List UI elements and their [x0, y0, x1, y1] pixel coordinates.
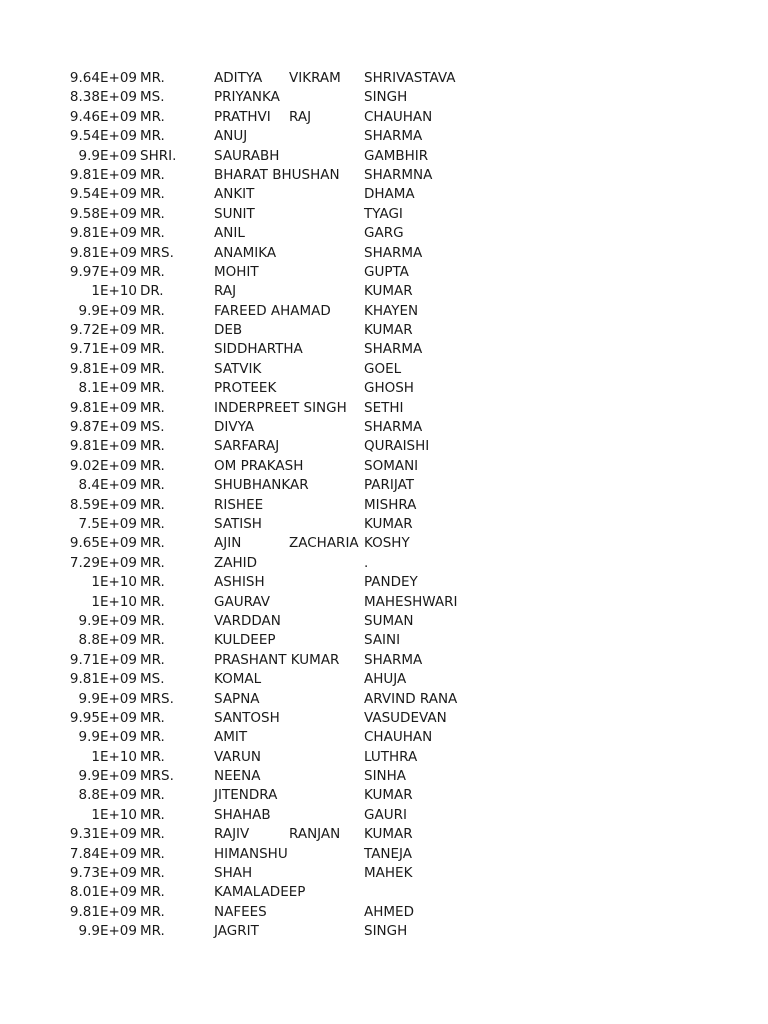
first-name-cell: JITENDRA: [214, 787, 278, 804]
last-name-cell: SHRIVASTAVA: [364, 70, 456, 86]
first-name-cell: NAFEES: [214, 903, 267, 920]
title-cell: MR.: [140, 108, 165, 125]
table-row: [0, 379, 768, 398]
title-cell: MR.: [140, 787, 165, 804]
table-row: [0, 147, 768, 166]
first-name-cell: RAJ: [214, 283, 237, 300]
last-name-cell: GAURI: [364, 806, 407, 823]
last-name-cell: SINHA: [364, 768, 407, 785]
last-name-cell: SHARMA: [364, 128, 423, 145]
table-row: [0, 166, 768, 185]
table-row: [0, 593, 768, 612]
first-name-cell: SIDDHARTHA: [214, 341, 303, 358]
contact-table: [0, 69, 768, 942]
first-name-cell: PROTEEK: [214, 380, 277, 397]
last-name-cell: ARVIND RANA: [364, 690, 458, 707]
last-name-cell: SUMAN: [364, 612, 414, 629]
table-row: [0, 709, 768, 728]
first-name-cell: SARFARAJ: [214, 438, 280, 455]
table-row: [0, 360, 768, 379]
first-name-cell: SAURABH: [214, 147, 280, 164]
title-cell: MR.: [140, 729, 165, 746]
last-name-cell: SINGH: [364, 89, 408, 106]
first-name-cell: SHAH: [214, 865, 253, 882]
title-cell: MR.: [140, 438, 165, 455]
table-row: [0, 651, 768, 670]
phone-number-cell: 9.81E+09: [69, 399, 137, 416]
table-row: [0, 399, 768, 418]
title-cell: MR.: [140, 205, 165, 222]
table-row: [0, 263, 768, 282]
phone-number-cell: 8.38E+09: [69, 89, 137, 106]
last-name-cell: QURAISHI: [364, 438, 430, 455]
phone-number-cell: 1E+10: [91, 593, 137, 610]
table-row: [0, 903, 768, 922]
phone-number-cell: 9.9E+09: [78, 690, 137, 707]
last-name-cell: KUMAR: [364, 322, 413, 339]
table-row: [0, 69, 768, 88]
phone-number-cell: 9.81E+09: [69, 360, 137, 377]
title-cell: MR.: [140, 865, 165, 882]
title-cell: MR.: [140, 748, 165, 765]
phone-number-cell: 9.64E+09: [69, 70, 137, 86]
first-name-cell: ANKIT: [214, 186, 255, 203]
first-name-cell: INDERPREET SINGH: [214, 399, 347, 416]
first-name-cell: SHUBHANKAR: [214, 477, 309, 494]
first-name-cell: KAMALADEEP: [214, 884, 306, 901]
table-row: [0, 690, 768, 709]
table-row: [0, 767, 768, 786]
title-cell: MR.: [140, 322, 165, 339]
last-name-cell: GARG: [364, 225, 404, 242]
title-cell: MRS.: [140, 690, 174, 707]
title-cell: MR.: [140, 884, 165, 901]
table-row: [0, 476, 768, 495]
first-name-cell: OM PRAKASH: [214, 457, 304, 474]
table-row: [0, 806, 768, 825]
last-name-cell: .: [364, 554, 369, 571]
table-row: [0, 554, 768, 573]
phone-number-cell: 1E+10: [91, 283, 137, 300]
last-name-cell: PARIJAT: [364, 477, 415, 494]
table-row: [0, 883, 768, 902]
title-cell: MR.: [140, 845, 165, 862]
phone-number-cell: 9.58E+09: [69, 205, 137, 222]
last-name-cell: TANEJA: [364, 845, 413, 862]
phone-number-cell: 8.1E+09: [78, 380, 137, 397]
last-name-cell: PANDEY: [364, 574, 418, 591]
phone-number-cell: 9.02E+09: [69, 457, 137, 474]
table-row: [0, 108, 768, 127]
first-name-cell: AMIT: [214, 729, 248, 746]
last-name-cell: SHARMA: [364, 419, 423, 436]
first-name-cell: ZAHID: [214, 554, 258, 571]
phone-number-cell: 9.81E+09: [69, 225, 137, 242]
phone-number-cell: 9.81E+09: [69, 438, 137, 455]
phone-number-cell: 7.84E+09: [69, 845, 137, 862]
last-name-cell: MAHEK: [364, 865, 413, 882]
table-row: [0, 244, 768, 263]
first-name-cell: ANIL: [214, 225, 245, 242]
phone-number-cell: 9.81E+09: [69, 903, 137, 920]
first-name-cell: SATVIK: [214, 360, 262, 377]
table-row: [0, 418, 768, 437]
table-row: [0, 786, 768, 805]
first-name-cell: ADITYA: [214, 70, 263, 86]
phone-number-cell: 1E+10: [91, 806, 137, 823]
phone-number-cell: 8.59E+09: [69, 496, 137, 513]
phone-number-cell: 9.54E+09: [69, 128, 137, 145]
last-name-cell: SOMANI: [364, 457, 419, 474]
first-name-cell: VARDDAN: [214, 612, 281, 629]
first-name-cell: FAREED AHAMAD: [214, 302, 331, 319]
last-name-cell: LUTHRA: [364, 748, 418, 765]
phone-number-cell: 8.01E+09: [69, 884, 137, 901]
first-name-cell: NEENA: [214, 768, 261, 785]
phone-number-cell: 9.31E+09: [69, 826, 137, 843]
phone-number-cell: 9.87E+09: [69, 419, 137, 436]
title-cell: MR.: [140, 360, 165, 377]
last-name-cell: KOSHY: [364, 535, 410, 552]
phone-number-cell: 9.97E+09: [69, 263, 137, 280]
last-name-cell: SETHI: [364, 399, 404, 416]
phone-number-cell: 7.5E+09: [78, 515, 137, 532]
title-cell: MS.: [140, 419, 165, 436]
last-name-cell: TYAGI: [364, 205, 403, 222]
first-name-cell: ANAMIKA: [214, 244, 277, 261]
title-cell: MR.: [140, 709, 165, 726]
middle-name-cell: ZACHARIA: [289, 535, 359, 552]
table-row: [0, 321, 768, 340]
title-cell: MR.: [140, 399, 165, 416]
phone-number-cell: 9.54E+09: [69, 186, 137, 203]
title-cell: MR.: [140, 903, 165, 920]
title-cell: DR.: [140, 283, 164, 300]
table-row: [0, 224, 768, 243]
title-cell: MR.: [140, 263, 165, 280]
first-name-cell: SANTOSH: [214, 709, 280, 726]
title-cell: MR.: [140, 651, 165, 668]
first-name-cell: RAJIV: [214, 826, 250, 843]
first-name-cell: SHAHAB: [214, 806, 271, 823]
last-name-cell: KUMAR: [364, 283, 413, 300]
phone-number-cell: 8.8E+09: [78, 632, 137, 649]
title-cell: MR.: [140, 554, 165, 571]
phone-number-cell: 9.9E+09: [78, 147, 137, 164]
title-cell: MR.: [140, 806, 165, 823]
first-name-cell: SUNIT: [214, 205, 255, 222]
last-name-cell: AHUJA: [364, 671, 407, 688]
phone-number-cell: 9.46E+09: [69, 108, 137, 125]
phone-number-cell: 8.4E+09: [78, 477, 137, 494]
phone-number-cell: 1E+10: [91, 748, 137, 765]
phone-number-cell: 9.81E+09: [69, 166, 137, 183]
phone-number-cell: 9.71E+09: [69, 341, 137, 358]
last-name-cell: CHAUHAN: [364, 108, 433, 125]
first-name-cell: BHARAT BHUSHAN: [214, 166, 340, 183]
title-cell: MR.: [140, 225, 165, 242]
table-row: [0, 88, 768, 107]
phone-number-cell: 7.29E+09: [69, 554, 137, 571]
table-row: [0, 282, 768, 301]
last-name-cell: MAHESHWARI: [364, 593, 458, 610]
title-cell: MRS.: [140, 768, 174, 785]
first-name-cell: VARUN: [214, 748, 261, 765]
phone-number-cell: 9.81E+09: [69, 244, 137, 261]
title-cell: MR.: [140, 923, 165, 940]
phone-number-cell: 9.9E+09: [78, 302, 137, 319]
title-cell: MR.: [140, 496, 165, 513]
first-name-cell: PRATHVI: [214, 108, 271, 125]
phone-number-cell: 9.65E+09: [69, 535, 137, 552]
table-row: [0, 748, 768, 767]
title-cell: MR.: [140, 457, 165, 474]
phone-number-cell: 9.9E+09: [78, 729, 137, 746]
title-cell: MR.: [140, 380, 165, 397]
title-cell: MS.: [140, 671, 165, 688]
table-row: [0, 864, 768, 883]
first-name-cell: HIMANSHU: [214, 845, 288, 862]
first-name-cell: SATISH: [214, 515, 262, 532]
last-name-cell: SINGH: [364, 923, 408, 940]
phone-number-cell: 9.72E+09: [69, 322, 137, 339]
last-name-cell: MISHRA: [364, 496, 417, 513]
table-row: [0, 340, 768, 359]
title-cell: MR.: [140, 535, 165, 552]
table-row: [0, 534, 768, 553]
title-cell: MR.: [140, 632, 165, 649]
table-row: [0, 302, 768, 321]
phone-number-cell: 9.9E+09: [78, 768, 137, 785]
last-name-cell: SHARMA: [364, 341, 423, 358]
phone-number-cell: 8.8E+09: [78, 787, 137, 804]
last-name-cell: KUMAR: [364, 515, 413, 532]
middle-name-cell: RAJ: [289, 108, 312, 125]
first-name-cell: KOMAL: [214, 671, 262, 688]
table-row: [0, 515, 768, 534]
last-name-cell: SHARMA: [364, 651, 423, 668]
last-name-cell: GHOSH: [364, 380, 414, 397]
first-name-cell: SAPNA: [214, 690, 260, 707]
first-name-cell: DEB: [214, 322, 243, 339]
phone-number-cell: 9.9E+09: [78, 923, 137, 940]
phone-number-cell: 9.9E+09: [78, 612, 137, 629]
table-row: [0, 825, 768, 844]
table-row: [0, 437, 768, 456]
title-cell: MR.: [140, 826, 165, 843]
table-row: [0, 845, 768, 864]
last-name-cell: VASUDEVAN: [364, 709, 447, 726]
table-row: [0, 205, 768, 224]
table-row: [0, 127, 768, 146]
table-row: [0, 728, 768, 747]
phone-number-cell: 1E+10: [91, 574, 137, 591]
first-name-cell: ANUJ: [214, 128, 248, 145]
last-name-cell: GAMBHIR: [364, 147, 429, 164]
title-cell: MR.: [140, 128, 165, 145]
last-name-cell: KHAYEN: [364, 302, 419, 319]
first-name-cell: DIVYA: [214, 419, 255, 436]
first-name-cell: MOHIT: [214, 263, 259, 280]
title-cell: MR.: [140, 477, 165, 494]
table-row: [0, 631, 768, 650]
last-name-cell: AHMED: [364, 903, 414, 920]
title-cell: MR.: [140, 302, 165, 319]
last-name-cell: CHAUHAN: [364, 729, 433, 746]
last-name-cell: SHARMA: [364, 244, 423, 261]
middle-name-cell: RANJAN: [289, 826, 341, 843]
table-row: [0, 496, 768, 515]
title-cell: SHRI.: [140, 147, 177, 164]
table-row: [0, 922, 768, 941]
phone-number-cell: 9.95E+09: [69, 709, 137, 726]
first-name-cell: GAURAV: [214, 593, 271, 610]
last-name-cell: GUPTA: [364, 263, 409, 280]
title-cell: MR.: [140, 515, 165, 532]
table-row: [0, 670, 768, 689]
last-name-cell: DHAMA: [364, 186, 415, 203]
last-name-cell: KUMAR: [364, 826, 413, 843]
title-cell: MR.: [140, 341, 165, 358]
first-name-cell: PRASHANT KUMAR: [214, 651, 340, 668]
phone-number-cell: 9.71E+09: [69, 651, 137, 668]
table-row: [0, 457, 768, 476]
title-cell: MR.: [140, 70, 165, 86]
title-cell: MRS.: [140, 244, 174, 261]
title-cell: MR.: [140, 593, 165, 610]
first-name-cell: ASHISH: [214, 574, 265, 591]
title-cell: MR.: [140, 612, 165, 629]
first-name-cell: KULDEEP: [214, 632, 276, 649]
last-name-cell: GOEL: [364, 360, 402, 377]
last-name-cell: SHARMNA: [364, 166, 433, 183]
title-cell: MR.: [140, 186, 165, 203]
middle-name-cell: VIKRAM: [289, 70, 341, 86]
first-name-cell: PRIYANKA: [214, 89, 280, 106]
first-name-cell: RISHEE: [214, 496, 264, 513]
phone-number-cell: 9.81E+09: [69, 671, 137, 688]
table-row: [0, 573, 768, 592]
phone-number-cell: 9.73E+09: [69, 865, 137, 882]
first-name-cell: JAGRIT: [214, 923, 259, 940]
title-cell: MS.: [140, 89, 165, 106]
title-cell: MR.: [140, 166, 165, 183]
last-name-cell: KUMAR: [364, 787, 413, 804]
last-name-cell: SAINI: [364, 632, 401, 649]
table-row: [0, 185, 768, 204]
first-name-cell: AJIN: [214, 535, 242, 552]
table-row: [0, 612, 768, 631]
title-cell: MR.: [140, 574, 165, 591]
